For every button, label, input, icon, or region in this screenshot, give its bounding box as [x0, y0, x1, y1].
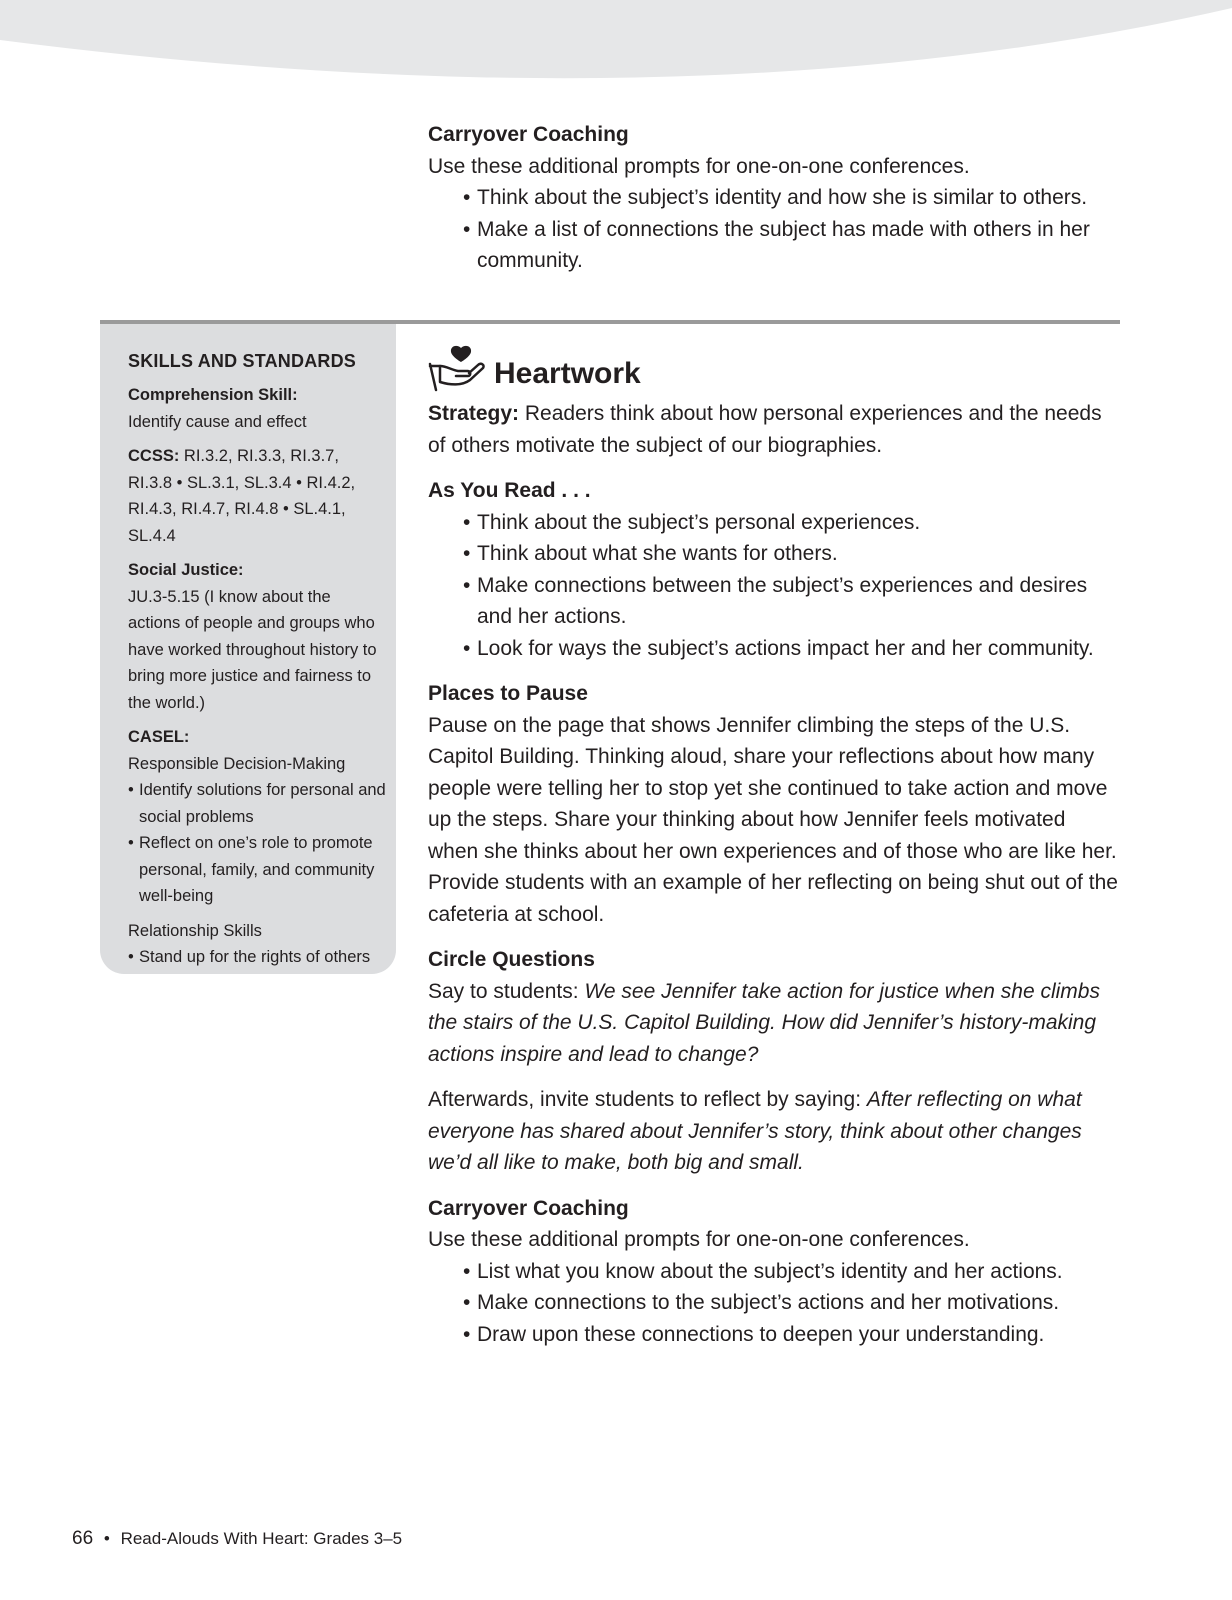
afterwards-quote: After reflecting on what everyone has shared about Jennifer’s story, think about other changes we’d all like to make, both big and small.	[428, 1088, 1082, 1174]
heart-in-hand-icon	[428, 344, 486, 392]
casel-decision-list	[128, 777, 386, 910]
ccss-standards	[128, 443, 386, 549]
carryover-bottom-heading: Carryover Coaching	[428, 1196, 629, 1220]
circle-lead: Say to students:	[428, 979, 585, 1003]
comprehension-label: Comprehension Skill:	[128, 386, 298, 404]
social-justice-text: (I know about the actions of people and groups who have worked throughout history to bring more justice and fairness to the world.)	[128, 587, 377, 712]
list-item: • Reflect on one’s role to promote personal, family, and community well-being	[128, 830, 386, 910]
as-you-read-heading: As You Read . . .	[428, 479, 591, 502]
social-justice-label: Social Justice:	[128, 561, 244, 579]
places-to-pause-section	[428, 678, 1118, 930]
casel-relationship-list	[128, 944, 386, 971]
afterwards-lead: Afterwards, invite students to reflect by saying:	[428, 1088, 867, 1111]
strategy-text: Readers think about how personal experiences and the needs of others motivate the subject of our biographies.	[428, 402, 1102, 457]
list-item: • Make connections to the subject’s actions and her motivations.	[463, 1287, 1118, 1319]
heartwork-section	[428, 340, 1118, 1364]
list-item: • List what you know about the subject’s identity and her actions.	[463, 1256, 1118, 1288]
carryover-top-heading: Carryover Coaching	[428, 123, 629, 146]
carryover-bottom-list	[463, 1256, 1118, 1351]
footer-separator: •	[103, 1529, 110, 1548]
heartwork-title: Heartwork	[494, 357, 641, 390]
circle-questions-section	[428, 944, 1118, 1070]
comprehension-text: Identify cause and effect	[128, 412, 307, 431]
list-item: • Think about what she wants for others.	[463, 538, 1118, 570]
heartwork-header	[428, 340, 1118, 392]
list-item: • Identify solutions for personal and social problems	[128, 777, 386, 830]
as-you-read-section	[428, 475, 1118, 664]
book-title: Read-Alouds With Heart: Grades 3–5	[120, 1529, 403, 1548]
list-item: • Stand up for the rights of others	[128, 944, 386, 971]
carryover-bottom-intro: Use these additional prompts for one-on-one conferences.	[428, 1228, 970, 1251]
list-item: • Make a list of connections the subject has made with others in her community.	[463, 214, 1108, 277]
social-justice-code: JU.3-5.15	[128, 587, 200, 606]
carryover-top-list	[463, 182, 1108, 277]
list-item: • Think about the subject’s identity and how she is similar to others.	[463, 182, 1108, 214]
carryover-top-intro: Use these additional prompts for one-on-one conferences.	[428, 154, 970, 178]
ccss-label: CCSS:	[128, 447, 180, 465]
strategy-paragraph	[428, 398, 1118, 461]
afterwards-paragraph	[428, 1084, 1118, 1179]
casel-group-relationship: Relationship Skills	[128, 921, 262, 940]
strategy-label: Strategy:	[428, 402, 520, 425]
carryover-coaching-bottom	[428, 1193, 1118, 1351]
list-item: • Draw upon these connections to deepen your understanding.	[463, 1319, 1118, 1351]
page-footer	[72, 1527, 402, 1551]
as-you-read-list	[463, 507, 1118, 665]
skills-standards-sidebar	[100, 324, 396, 974]
circle-question-paragraph	[428, 976, 1118, 1071]
places-to-pause-text: Pause on the page that shows Jennifer climbing the steps of the U.S. Capitol Building. Thinking aloud, share your reflections about how many people were telling her to stop yet she continued to take action and move up the steps. Share your thinking about how Jennifer feels motivated when she thinks about her own experiences and of those who are like her. Provide students with an example of her reflecting on being shut out of the cafeteria at school.	[428, 713, 1118, 926]
casel-label: CASEL:	[128, 728, 190, 746]
ccss-text: RI.3.2, RI.3.3, RI.3.7, RI.3.8 • SL.3.1, SL.3.4 • RI.4.2, RI.4.3, RI.4.7, RI.4.8 • SL.4.1, SL.4.4	[128, 447, 356, 545]
list-item: • Look for ways the subject’s actions impact her and her community.	[463, 633, 1118, 665]
carryover-coaching-top	[428, 119, 1108, 277]
circle-questions-heading: Circle Questions	[428, 948, 595, 971]
list-item: • Think about the subject’s personal experiences.	[463, 507, 1118, 539]
sidebar-title: SKILLS AND STANDARDS	[128, 351, 356, 371]
places-to-pause-heading: Places to Pause	[428, 682, 588, 705]
page-number: 66	[72, 1528, 94, 1549]
header-arc-decoration	[0, 0, 1232, 90]
social-justice-standard	[128, 584, 386, 717]
list-item: • Make connections between the subject’s experiences and desires and her actions.	[463, 570, 1118, 633]
circle-question: We see Jennifer take action for justice when she climbs the stairs of the U.S. Capitol Building. How did Jennifer’s history-making actions inspire and lead to change?	[428, 979, 1100, 1066]
casel-group-decision-making: Responsible Decision-Making	[128, 754, 346, 773]
